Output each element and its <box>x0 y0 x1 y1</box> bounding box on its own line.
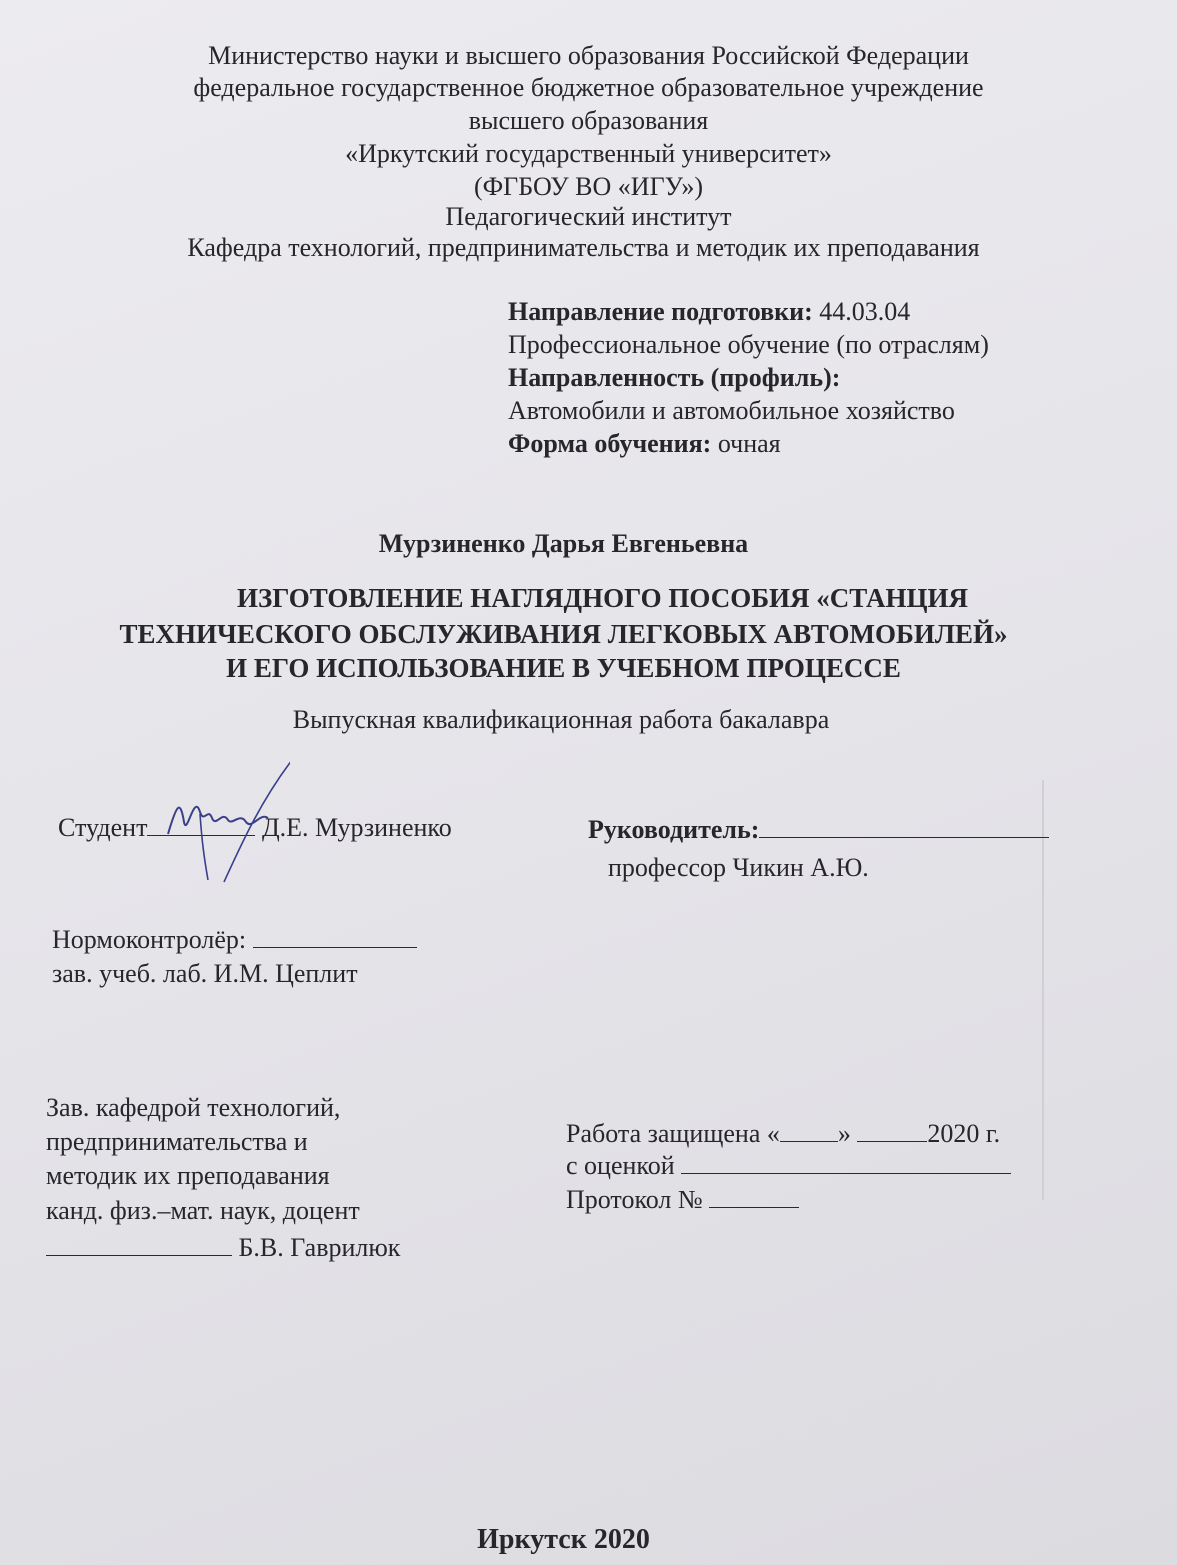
form-label: Форма обучения: <box>508 429 712 458</box>
university-line: «Иркутский государственный университет» <box>345 139 832 168</box>
head-line-3: методик их преподавания <box>46 1161 330 1190</box>
defense-year: 2020 г. <box>927 1119 1001 1148</box>
author-name: Мурзиненко Дарья Евгеньевна <box>378 529 749 558</box>
head-line-4: канд. физ.–мат. наук, доцент <box>46 1196 360 1225</box>
protocol-label: Протокол № <box>566 1185 703 1214</box>
head-sign-line <box>46 1232 400 1264</box>
supervisor-line <box>588 814 1049 846</box>
protocol-blank <box>709 1185 799 1208</box>
head-line-1: Зав. кафедрой технологий, <box>46 1093 341 1122</box>
defense-day-blank <box>780 1119 838 1142</box>
normcontrol-name: зав. учеб. лаб. И.М. Цеплит <box>52 959 358 988</box>
department-line: Кафедра технологий, предпринимательства и методик их преподавания <box>187 233 980 262</box>
footer-city-year: Иркутск 2020 <box>477 1524 650 1555</box>
normcontrol-signature-blank <box>253 925 417 948</box>
handwritten-signature <box>150 752 290 892</box>
grade-blank <box>681 1151 1011 1174</box>
head-signature-blank <box>46 1233 232 1256</box>
direction-line <box>508 296 910 328</box>
head-line-2: предпринимательства и <box>46 1127 308 1156</box>
direction-name: Профессиональное обучение (по отраслям) <box>508 330 989 359</box>
normcontrol-label: Нормоконтролёр: <box>52 925 247 954</box>
direction-code: 44.03.04 <box>819 297 911 326</box>
grade-line <box>566 1150 1011 1182</box>
student-label: Студент <box>58 813 148 842</box>
supervisor-name: профессор Чикин А.Ю. <box>608 853 869 882</box>
defense-date-line <box>566 1118 1000 1150</box>
title-line-2: ТЕХНИЧЕСКОГО ОБСЛУЖИВАНИЯ ЛЕГКОВЫХ АВТОМОБИЛЕЙ» <box>119 619 1008 649</box>
abbreviation-line: (ФГБОУ ВО «ИГУ») <box>473 172 704 201</box>
supervisor-signature-blank <box>759 815 1049 838</box>
profile-label: Направленность (профиль): <box>508 363 841 392</box>
grade-label: с оценкой <box>566 1151 675 1180</box>
form-line <box>508 428 781 460</box>
normcontrol-line <box>52 924 417 956</box>
direction-label: Направление подготовки: <box>508 297 813 326</box>
profile-value: Автомобили и автомобильное хозяйство <box>508 396 955 425</box>
ministry-line: Министерство науки и высшего образования Российской Федерации <box>208 41 969 70</box>
education-level-line: высшего образования <box>468 106 709 135</box>
title-line-1: ИЗГОТОВЛЕНИЕ НАГЛЯДНОГО ПОСОБИЯ «СТАНЦИЯ <box>237 583 968 613</box>
form-value: очная <box>717 429 781 458</box>
institute-line: Педагогический институт <box>445 202 732 231</box>
defense-mid: » <box>837 1119 851 1148</box>
student-name: Д.Е. Мурзиненко <box>261 813 452 842</box>
protocol-line <box>566 1184 799 1216</box>
head-name: Б.В. Гаврилюк <box>238 1233 401 1262</box>
defense-month-blank <box>857 1119 927 1142</box>
defense-prefix: Работа защищена « <box>566 1119 780 1148</box>
title-line-3: И ЕГО ИСПОЛЬЗОВАНИЕ В УЧЕБНОМ ПРОЦЕССЕ <box>226 653 901 683</box>
work-type: Выпускная квалификационная работа бакалавра <box>292 705 830 734</box>
supervisor-label: Руководитель: <box>588 815 760 844</box>
institution-type-line: федеральное государственное бюджетное образовательное учреждение <box>193 73 984 102</box>
